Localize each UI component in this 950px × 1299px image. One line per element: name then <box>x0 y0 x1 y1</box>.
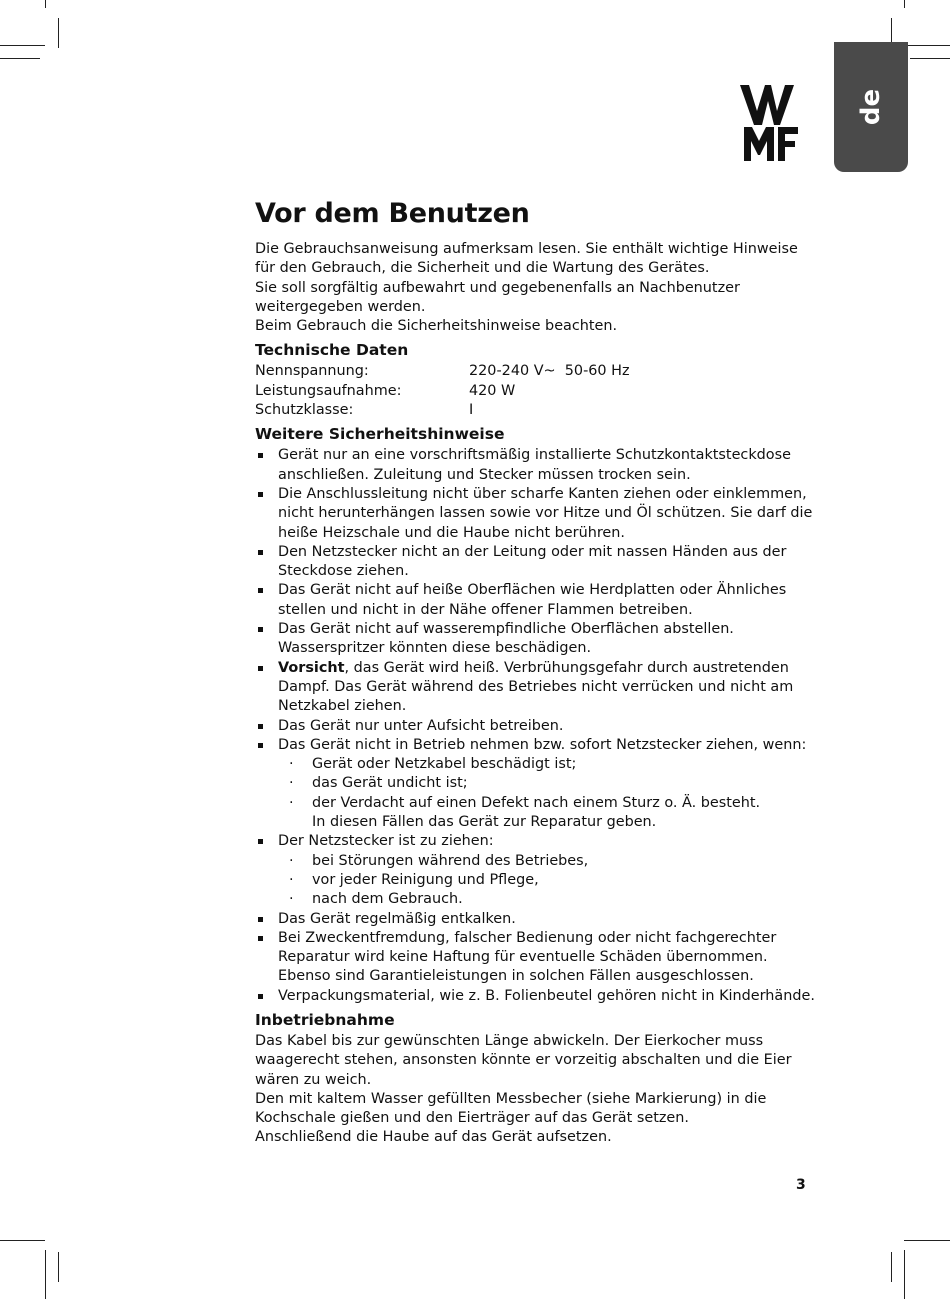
safety-heading: Weitere Sicherheitshinweise <box>255 425 505 444</box>
list-item: Verpackungsmaterial, wie z. B. Folienbeutel gehören nicht in Kinderhände. <box>255 987 815 1006</box>
crop-mark <box>0 58 40 59</box>
caution-label: Vorsicht <box>278 659 345 676</box>
intro-paragraph: Die Gebrauchsanweisung aufmerksam lesen. Sie enthält wichtige Hinweise für den Gebrauch, die Sicherheit und die Wartung des Gerätes. <box>255 241 798 277</box>
crop-mark <box>0 1240 45 1241</box>
tech-row <box>255 382 815 401</box>
list-item: Das Gerät nicht auf wasserempfindliche Oberflächen abstellen. Wasserspritzer könnten diese beschädigen. <box>255 620 815 659</box>
list-item <box>255 736 815 832</box>
list-item <box>255 929 815 987</box>
safety-list <box>255 446 815 1006</box>
crop-mark <box>0 45 45 46</box>
intro-paragraph: Sie soll sorgfältig aufbewahrt und gegebenenfalls an Nachbenutzer weitergegeben werden. <box>255 279 740 315</box>
tech-row <box>255 401 815 420</box>
crop-mark <box>45 0 46 8</box>
startup-heading: Inbetriebnahme <box>255 1010 395 1029</box>
page-number: 3 <box>796 1177 806 1193</box>
tech-table <box>255 362 815 420</box>
tech-value: I <box>469 402 474 419</box>
list-item: Das Gerät nur unter Aufsicht betreiben. <box>255 717 815 736</box>
language-tab-label: de <box>856 88 886 126</box>
caution-text: , das Gerät wird heiß. Verbrühungsgefahr durch austretenden Dampf. Das Gerät während des Betriebes nicht verrücken und nicht am Netzkabel ziehen. <box>278 659 794 715</box>
sub-list-item: · Gerät oder Netzkabel beschädigt ist; <box>278 755 815 774</box>
wmf-logo <box>740 85 802 161</box>
tech-label: Schutzklasse: <box>255 402 354 419</box>
crop-mark <box>58 1252 59 1282</box>
startup-paragraph: Anschließend die Haube auf das Gerät aufsetzen. <box>255 1129 612 1146</box>
sub-list-item: · das Gerät undicht ist; <box>278 774 815 793</box>
list-item: Das Gerät regelmäßig entkalken. <box>255 910 815 929</box>
crop-mark <box>910 58 950 59</box>
crop-mark <box>45 1250 46 1299</box>
list-item: Gerät nur an eine vorschriftsmäßig installierte Schutzkontaktsteckdose anschließen. Zuleitung und Stecker müssen trocken sein. <box>255 446 815 485</box>
list-item-text: Ebenso sind Garantieleistungen in solchen Fällen ausgeschlossen. <box>278 968 754 985</box>
crop-mark <box>904 45 950 46</box>
list-item-text: Das Gerät nicht in Betrieb nehmen bzw. sofort Netzstecker ziehen, wenn: <box>278 736 807 753</box>
startup-paragraph: Das Kabel bis zur gewünschten Länge abwickeln. Der Eierkocher muss waagerecht stehen, ansonsten könnte er vorzeitig abschalten und die Eier wären zu weich. <box>255 1032 792 1088</box>
list-item: Die Anschlussleitung nicht über scharfe Kanten ziehen oder einklemmen, nicht herunterhängen lassen sowie vor Hitze und Öl schützen. Sie darf die heiße Heizschale und die Haube nicht berühren. <box>255 485 815 543</box>
crop-mark <box>904 1250 905 1299</box>
list-item-text: Der Netzstecker ist zu ziehen: <box>278 833 494 850</box>
list-item-text: Bei Zweckentfremdung, falscher Bedienung oder nicht fachgerechter Reparatur wird keine Haftung für eventuelle Schäden übernommen. <box>278 929 777 966</box>
tech-heading: Technische Daten <box>255 341 409 360</box>
sub-list <box>278 852 815 910</box>
sub-list-item: · nach dem Gebrauch. <box>278 890 815 909</box>
list-item <box>255 659 815 717</box>
list-item: Das Gerät nicht auf heiße Oberflächen wie Herdplatten oder Ähnliches stellen und nicht in der Nähe offener Flammen betreiben. <box>255 581 815 620</box>
list-item <box>255 832 815 909</box>
sub-list <box>278 755 815 813</box>
intro-paragraph: Beim Gebrauch die Sicherheitshinweise beachten. <box>255 318 618 335</box>
tech-row <box>255 362 815 381</box>
tech-label: Nennspannung: <box>255 363 369 380</box>
tech-value: 220-240 V~ 50-60 Hz <box>469 363 630 380</box>
sub-list-item: · vor jeder Reinigung und Pflege, <box>278 871 815 890</box>
tech-label: Leistungsaufnahme: <box>255 382 402 399</box>
crop-mark <box>904 1240 950 1241</box>
sub-list-item: · der Verdacht auf einen Defekt nach einem Sturz o. Ä. besteht. <box>278 794 815 813</box>
crop-mark <box>891 1252 892 1282</box>
tech-value: 420 W <box>469 382 516 399</box>
language-tab <box>834 42 908 172</box>
crop-mark <box>904 0 905 8</box>
startup-paragraph: Den mit kaltem Wasser gefüllten Messbecher (siehe Markierung) in die Kochschale gießen und den Eierträger auf das Gerät setzen. <box>255 1090 767 1127</box>
crop-mark <box>58 18 59 48</box>
list-item: Den Netzstecker nicht an der Leitung oder mit nassen Händen aus der Steckdose ziehen. <box>255 543 815 582</box>
page-title: Vor dem Benutzen <box>255 198 530 229</box>
repair-note: In diesen Fällen das Gerät zur Reparatur geben. <box>312 814 657 831</box>
document-body <box>255 196 815 1148</box>
sub-list-item: · bei Störungen während des Betriebes, <box>278 852 815 871</box>
